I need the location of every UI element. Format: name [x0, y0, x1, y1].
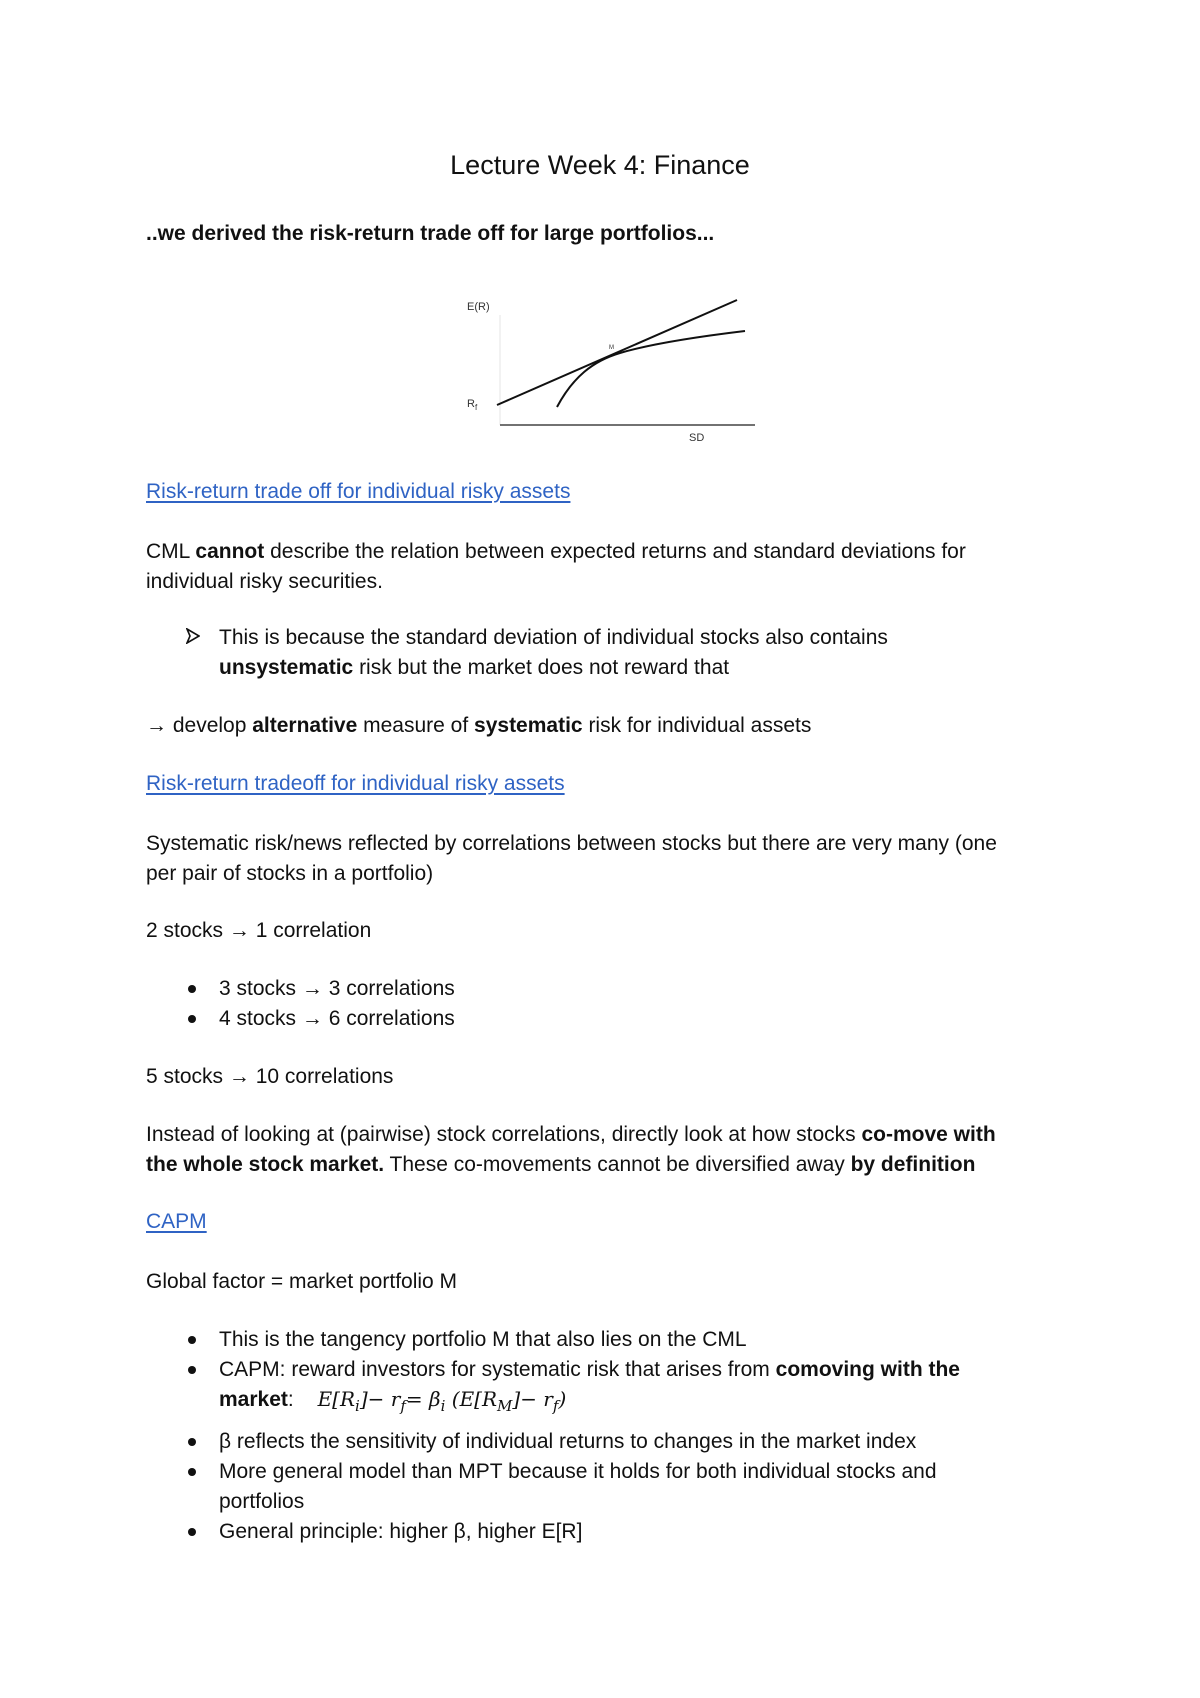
develop-line: [146, 710, 811, 741]
capm-formula: $E[R_i]- r_f= \beta_i$ $(E[R_M]- r_f)$: [317, 1387, 567, 1415]
bullet-capm-line1: [219, 1354, 960, 1385]
figure-x-label: SD: [689, 432, 705, 444]
arrow-bullet-line2: [219, 652, 729, 683]
section1-paragraph-line2: individual risky securities.: [146, 570, 383, 593]
section2-paragraph2-line2: [146, 1149, 975, 1180]
text-run: CAPM: reward investors for systematic risk that arises from: [219, 1358, 776, 1381]
bullet-three-stocks: 3 stocks → 3 correlations: [219, 977, 455, 1000]
section3-heading[interactable]: CAPM: [146, 1210, 207, 1233]
section2-paragraph-line2: per pair of stocks in a portfolio): [146, 862, 434, 885]
bullet-general-model-line1: More general model than MPT because it holds for both individual stocks and: [219, 1460, 937, 1483]
five-stocks-line: 5 stocks → 10 correlations: [146, 1065, 394, 1088]
bullet-dot-icon: [188, 1528, 196, 1536]
bullet-dot-icon: [188, 1468, 196, 1476]
figure-rf-label: $R_f$: [467, 398, 478, 412]
figure-background: [455, 285, 775, 455]
text-run: → develop: [146, 714, 253, 737]
figure-m-label: M: [609, 345, 614, 351]
bold-run: comoving with the: [775, 1358, 960, 1381]
bold-run: systematic: [474, 714, 583, 737]
bullet-general-principle: General principle: higher β, higher E[R]: [219, 1520, 583, 1543]
section2-paragraph-line1: Systematic risk/news reflected by correlations between stocks but there are very many (one: [146, 832, 997, 855]
text-run: These co-movements cannot be diversified away: [384, 1153, 851, 1176]
bold-run: cannot: [195, 540, 265, 563]
arrow-bullet-icon: [186, 628, 200, 644]
text-run: CML: [146, 540, 196, 563]
figure-y-label: E(R): [467, 301, 490, 313]
text-run: :: [287, 1388, 294, 1411]
text-run: Instead of looking at (pairwise) stock correlations, directly look at how stocks: [146, 1123, 862, 1146]
page-title: Lecture Week 4: Finance: [450, 150, 750, 180]
bold-run: market: [219, 1388, 288, 1411]
bullet-capm-line2: [219, 1384, 566, 1422]
text-run: describe the relation between expected returns and standard deviations for: [264, 540, 966, 563]
bold-run: the whole stock market.: [146, 1153, 385, 1176]
bold-run: unsystematic: [219, 656, 354, 679]
bullet-beta-sensitivity: β reflects the sensitivity of individual returns to changes in the market index: [219, 1430, 917, 1453]
bullet-dot-icon: [188, 1438, 196, 1446]
global-factor-line: Global factor = market portfolio M: [146, 1270, 458, 1293]
text-run: measure of: [357, 714, 475, 737]
bullet-tangency: This is the tangency portfolio M that also lies on the CML: [219, 1328, 747, 1351]
intro-bold: ..we derived the risk-return trade off for large portfolios...: [146, 222, 715, 245]
section2-heading[interactable]: Risk-return tradeoff for individual risky assets: [146, 772, 565, 795]
section2-paragraph2-line1: [146, 1119, 996, 1150]
section1-heading[interactable]: Risk-return trade off for individual risky assets: [146, 480, 571, 503]
section1-paragraph-line1: [146, 536, 966, 567]
bullet-four-stocks: 4 stocks → 6 correlations: [219, 1007, 455, 1030]
bold-run: by definition: [850, 1153, 976, 1176]
text-run: risk but the market does not reward that: [353, 656, 730, 679]
bullet-dot-icon: [188, 1015, 196, 1023]
bold-run: co-move with: [861, 1123, 996, 1146]
bullet-dot-icon: [188, 1366, 196, 1374]
intro-text: [146, 218, 714, 249]
text-run: risk for individual assets: [582, 714, 812, 737]
two-stocks-line: 2 stocks → 1 correlation: [146, 919, 372, 942]
bullet-general-model-line2: portfolios: [219, 1490, 305, 1513]
risk-return-figure: [455, 285, 775, 455]
bullet-dot-icon: [188, 1336, 196, 1344]
bullet-dot-icon: [188, 985, 196, 993]
arrow-bullet-line1: This is because the standard deviation of individual stocks also contains: [219, 626, 888, 649]
bold-run: alternative: [252, 714, 358, 737]
